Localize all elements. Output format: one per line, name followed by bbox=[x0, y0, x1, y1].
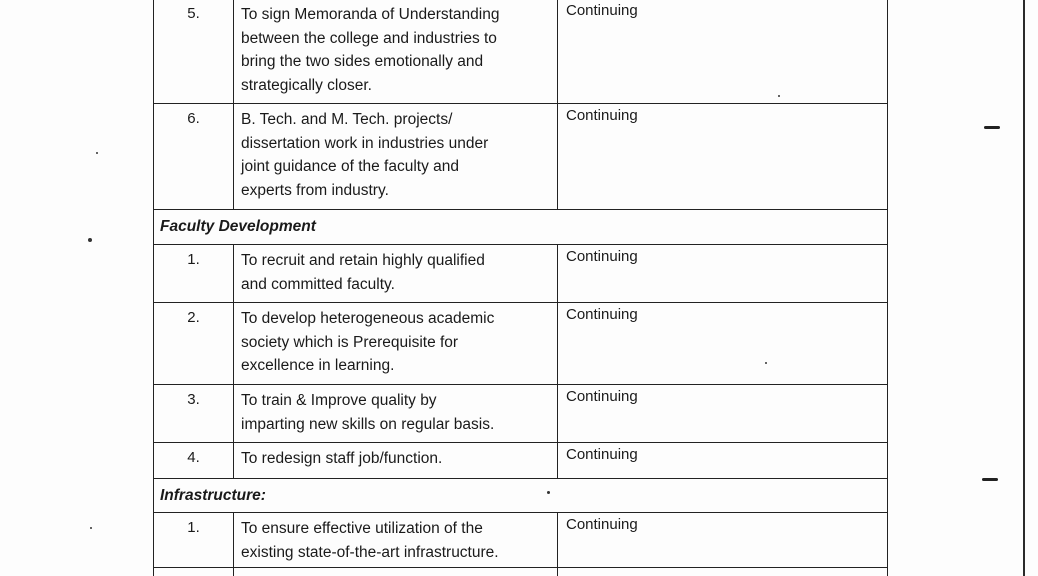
description-line: joint guidance of the faculty and bbox=[241, 158, 460, 175]
description-line: To redesign staff job/function. bbox=[241, 450, 443, 467]
table-row bbox=[153, 385, 888, 443]
table-row bbox=[153, 443, 888, 479]
description-line: strategically closer. bbox=[241, 76, 372, 94]
row-description bbox=[234, 443, 558, 478]
row-number: 1. bbox=[154, 245, 234, 302]
table-row bbox=[153, 104, 888, 210]
scan-dot bbox=[778, 95, 780, 97]
table-row bbox=[153, 303, 888, 385]
description-line: and committed faculty. bbox=[241, 275, 395, 293]
scan-dot bbox=[547, 491, 550, 494]
scan-mark bbox=[984, 126, 1000, 129]
description-line: experts from industry. bbox=[241, 181, 389, 199]
scan-dot bbox=[90, 527, 92, 529]
row-status: Continuing bbox=[566, 388, 638, 405]
row-number: 1. bbox=[154, 513, 234, 567]
description-line: between the college and industries to bbox=[241, 29, 497, 47]
row-status: Continuing bbox=[566, 248, 638, 265]
description-line: To ensure effective utilization of the bbox=[241, 520, 483, 537]
row-status: Continuing bbox=[566, 516, 638, 533]
table-row bbox=[153, 512, 888, 568]
scan-dot bbox=[96, 152, 98, 154]
row-status: Continuing bbox=[566, 446, 638, 463]
row-number: 6. bbox=[154, 104, 234, 209]
row-number-empty bbox=[154, 568, 234, 576]
section-heading-faculty: Faculty Development bbox=[153, 210, 888, 245]
table-row bbox=[153, 0, 888, 104]
description-line: To sign Memoranda of Understanding bbox=[241, 6, 500, 23]
scan-dot bbox=[88, 238, 92, 242]
row-status: Continuing bbox=[566, 2, 638, 19]
scan-mark bbox=[982, 478, 998, 481]
row-description bbox=[234, 0, 558, 103]
description-line: To recruit and retain highly qualified bbox=[241, 252, 485, 269]
description-line: To train & Improve quality by bbox=[241, 392, 437, 409]
description-line: dissertation work in industries under bbox=[241, 134, 489, 152]
row-number: 2. bbox=[154, 303, 234, 384]
page-edge-line bbox=[1023, 0, 1025, 576]
row-description bbox=[234, 385, 558, 442]
row-description bbox=[234, 104, 558, 209]
row-number: 4. bbox=[154, 443, 234, 478]
table-row bbox=[153, 245, 888, 303]
row-number: 5. bbox=[154, 0, 234, 103]
description-line: excellence in learning. bbox=[241, 357, 395, 374]
row-status: Continuing bbox=[566, 107, 638, 124]
scan-dot bbox=[765, 362, 767, 364]
row-description bbox=[234, 245, 558, 302]
description-line: B. Tech. and M. Tech. projects/ bbox=[241, 111, 453, 128]
row-description bbox=[234, 303, 558, 384]
row-status-empty bbox=[558, 568, 887, 576]
row-description bbox=[234, 513, 558, 567]
description-line: imparting new skills on regular basis. bbox=[241, 415, 495, 433]
description-line: To develop heterogeneous academic bbox=[241, 310, 495, 327]
action-plan-table bbox=[153, 0, 888, 576]
row-number: 3. bbox=[154, 385, 234, 442]
section-heading-infrastructure: Infrastructure: bbox=[153, 479, 888, 513]
table-row-partial bbox=[153, 568, 888, 576]
description-line: bring the two sides emotionally and bbox=[241, 53, 484, 70]
row-status: Continuing bbox=[566, 306, 638, 323]
row-description-empty bbox=[234, 568, 558, 576]
description-line: society which is Prerequisite for bbox=[241, 333, 459, 351]
description-line: existing state-of-the-art infrastructure. bbox=[241, 543, 499, 561]
